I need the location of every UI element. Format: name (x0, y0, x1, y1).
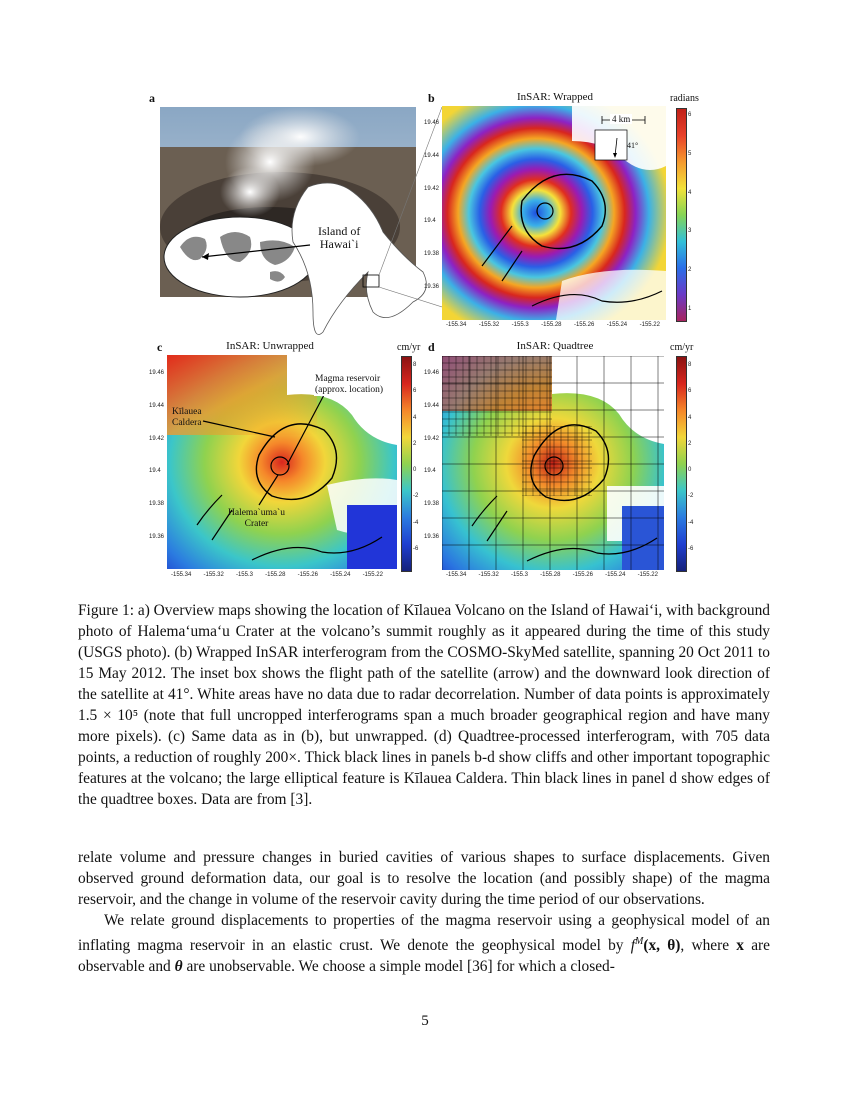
panel-a-label: a (149, 91, 155, 105)
x-tick: -155.26 (572, 572, 593, 578)
x-tick: -155.34 (171, 572, 192, 578)
y-tick: 19.36 (424, 533, 440, 540)
x-tick: -155.22 (637, 572, 658, 578)
panel-b-x-ticks (446, 322, 660, 328)
body-paragraph: We relate ground displacements to properties of the magma reservoir using a geophysical model of an inflating magma reservoir in an elastic crust. We denote the geophysical model by $f^M(x$, θ), where x are observable and θ are unobservable. We choose a simple model [36] for which a closed- (78, 912, 770, 976)
x-tick: -155.32 (203, 572, 224, 578)
panel-c-x-ticks (171, 572, 383, 578)
x-tick: -155.34 (446, 322, 467, 328)
x-tick: -155.24 (606, 322, 628, 328)
scale-bar-label: 4 km (612, 114, 631, 124)
panel-b-label: b (428, 91, 435, 105)
x-tick: -155.22 (639, 322, 660, 328)
panel-b-unit: radians (670, 93, 699, 104)
panel-d-y-ticks (424, 370, 439, 540)
reservoir-annotation: Magma reservoir (approx. location) (315, 374, 384, 395)
model-args: (x, θ) (643, 937, 681, 955)
y-tick: 19.46 (149, 370, 165, 376)
panel-c-label: c (157, 340, 163, 354)
colorbar-tick: 2 (688, 440, 692, 447)
y-tick: 19.42 (149, 435, 165, 442)
y-tick: 19.42 (424, 185, 440, 192)
colorbar-tick: -6 (413, 545, 419, 552)
x-tick: -155.3 (235, 572, 253, 578)
panel-c-unit: cm/yr (397, 342, 421, 353)
panel-c-colorbar (401, 356, 412, 572)
colorbar-tick: 2 (413, 440, 417, 447)
colorbar-tick: 6 (688, 388, 692, 395)
colorbar-tick: -2 (413, 493, 419, 500)
colorbar-tick: 4 (413, 414, 417, 421)
y-tick: 19.46 (424, 370, 440, 376)
x-tick: -155.28 (541, 322, 562, 328)
y-tick: 19.38 (424, 501, 440, 508)
y-tick: 19.4 (149, 468, 161, 475)
panel-a-overview-map (160, 107, 442, 335)
page-number: 5 (421, 1013, 429, 1029)
caldera-annotation: Kīlauea Caldera (172, 407, 202, 428)
panel-d-colorbar (676, 356, 687, 572)
panel-d-unit: cm/yr (670, 342, 694, 353)
y-tick: 19.4 (424, 468, 436, 475)
model-symbol: f (630, 937, 635, 955)
panel-d-colorbar-ticks (688, 362, 693, 552)
panel-c-colorbar-ticks (413, 362, 418, 552)
colorbar-tick: -4 (413, 519, 419, 526)
panel-d-label: d (428, 340, 435, 354)
y-tick: 19.46 (424, 120, 440, 126)
x-tick: -155.32 (478, 322, 500, 328)
y-tick: 19.36 (424, 283, 440, 290)
panel-b-colorbar-ticks (688, 112, 691, 312)
x-tick: -155.26 (573, 322, 595, 328)
colorbar-tick: 4 (688, 189, 692, 196)
x-tick: -155.32 (478, 572, 499, 578)
colorbar-tick: 6 (688, 112, 692, 118)
y-tick: 19.42 (424, 435, 440, 442)
look-direction-inset (595, 130, 627, 160)
x-tick: -155.3 (510, 572, 528, 578)
colorbar-tick: 0 (413, 467, 417, 474)
panel-b-title: InSAR: Wrapped (516, 91, 594, 103)
x-tick: -155.3 (511, 322, 529, 328)
look-angle-label: 41° (627, 141, 639, 150)
y-tick: 19.38 (149, 501, 165, 508)
colorbar-tick: -2 (688, 493, 694, 500)
colorbar-tick: 8 (688, 362, 692, 368)
panel-b-interferogram (442, 106, 666, 320)
x-tick: -155.26 (297, 572, 318, 578)
panel-d-title: InSAR: Quadtree (516, 340, 594, 352)
y-tick: 19.44 (149, 402, 165, 409)
body-text (78, 847, 770, 977)
x-tick: -155.24 (330, 572, 351, 578)
panel-b-colorbar (676, 108, 687, 322)
x-tick: -155.28 (265, 572, 286, 578)
panel-d-x-ticks (446, 572, 658, 578)
colorbar-tick: 0 (688, 467, 692, 474)
x-tick: -155.34 (446, 572, 467, 578)
island-label: Island of Hawai`i (318, 224, 361, 251)
colorbar-tick: 8 (413, 362, 417, 368)
y-tick: 19.44 (424, 152, 440, 159)
colorbar-tick: 4 (688, 414, 692, 421)
panel-b-y-ticks (424, 120, 439, 290)
colorbar-tick: 3 (688, 228, 692, 235)
panel-c-y-ticks (149, 370, 164, 540)
figure-caption: Figure 1: a) Overview maps showing the location of Kīlauea Volcano on the Island of Hawai‘i, with background photo of Halema‘uma‘u Crater at the volcano’s summit roughly as it appeared during the time of this study (USGS photo). (b) Wrapped InSAR interferogram from the COSMO-SkyMed satellite, spanning 20 Oct 2011 to 15 May 2012. The inset box shows the flight path of the satellite (arrow) and the downward look direction of the satellite at 41°. White areas have no data due to radar decorrelation. Number of data points is approximately 1.5 × 10⁵ (note that full uncropped interferograms span a much broader geographical region and have many more pixels). (c) Same data as in (b), but unwrapped. (d) Quadtree-processed interferogram, with 705 data points, a reduction of roughly 200×. Thick black lines in panels b-d show cliffs and other important topographic features at the volcano; the large elliptical feature is Kīlauea Caldera. Thin black lines in panel d show edges of the quadtree boxes. Data are from [3]. (78, 602, 770, 808)
crater-annotation: Halema`uma`u Crater (228, 508, 285, 529)
y-tick: 19.44 (424, 402, 440, 409)
colorbar-tick: -4 (688, 519, 694, 526)
y-tick: 19.36 (149, 533, 165, 540)
panel-d-quadtree-map (442, 356, 664, 570)
x-tick: -155.22 (362, 572, 383, 578)
y-tick: 19.38 (424, 251, 440, 258)
body-paragraph: relate volume and pressure changes in buried cavities of various shapes to surface displacements. Given observed ground deformation data, our goal is to resolve the location (and possibly shape) of the magma reservoir, and the change in volume of the reservoir cavity during the time period of our observations. (78, 849, 770, 908)
panel-c-title: InSAR: Unwrapped (226, 340, 314, 352)
x-tick: -155.28 (540, 572, 561, 578)
colorbar-tick: 6 (413, 388, 417, 395)
colorbar-tick: 1 (688, 305, 692, 312)
colorbar-tick: -6 (688, 545, 694, 552)
colorbar-tick: 5 (688, 150, 692, 157)
x-tick: -155.24 (605, 572, 626, 578)
colorbar-tick: 2 (688, 267, 692, 274)
y-tick: 19.4 (424, 218, 436, 225)
